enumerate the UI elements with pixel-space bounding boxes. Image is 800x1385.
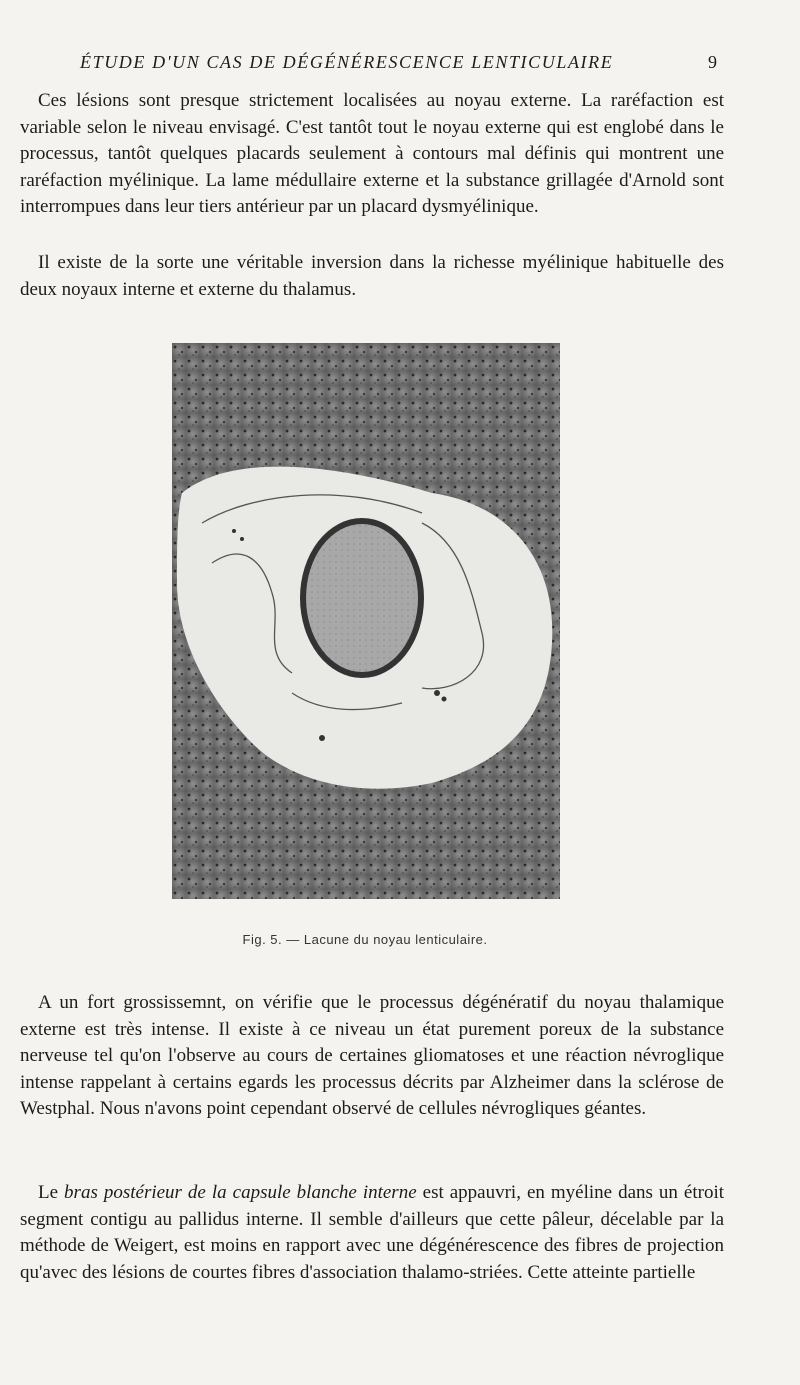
page-number: 9 — [708, 52, 717, 72]
paragraph-1: Ces lésions sont presque strictement localisées au noyau externe. La raréfaction est variable selon le niveau envisagé. C'est tantôt tout le noyau externe qui est englobé dans le processus, tantôt quelques placards seulement à contours mal définis qui montrent une raréfaction myélinique. La lame médullaire externe et la substance grillagée d'Arnold sont interrompues dans leur tiers antérieur par un placard dysmyélinique. — [20, 90, 724, 217]
paragraph-4 — [20, 1180, 724, 1286]
paragraph-3: A un fort grossissemnt, on vérifie que le processus dégénératif du noyau thalamique externe est très intense. Il existe à ce niveau un état purement poreux de la substance nerveuse tel qu'on l'observe au cours de certaines gliomatoses et une réaction névroglique intense rappelant à certains egards les processus décrits par Alzheimer dans la sclérose de Westphal. Nous n'avons point cependant observé de cellules névrogliques géantes. — [20, 992, 724, 1119]
figure-caption: Fig. 5. — Lacune du noyau lenticulaire. — [242, 932, 488, 947]
paragraph-4-start: Le — [38, 1182, 65, 1203]
micrograph-image — [172, 343, 560, 899]
running-title: ÉTUDE D'UN CAS DE DÉGÉNÉRESCENCE LENTICULAIRE — [80, 52, 614, 72]
micrograph-figure — [172, 343, 560, 899]
paragraph-2: Il existe de la sorte une véritable inversion dans la richesse myélinique habituelle des deux noyaux interne et externe du thalamus. — [20, 252, 724, 300]
paragraph-4-italic: bras postérieur de la capsule blanche interne — [64, 1182, 417, 1203]
paragraph-4-rest: est appauvri, en myéline dans un étroit segment contigu au pallidus interne. Il semble d'ailleurs que cette pâleur, décelable par la méthode de Weigert, est moins en rapport avec une dégénérescence des fibres de projection qu'avec des lésions de courtes fibres d'association thalamo-striées. Cette atteinte partielle — [20, 1182, 725, 1283]
